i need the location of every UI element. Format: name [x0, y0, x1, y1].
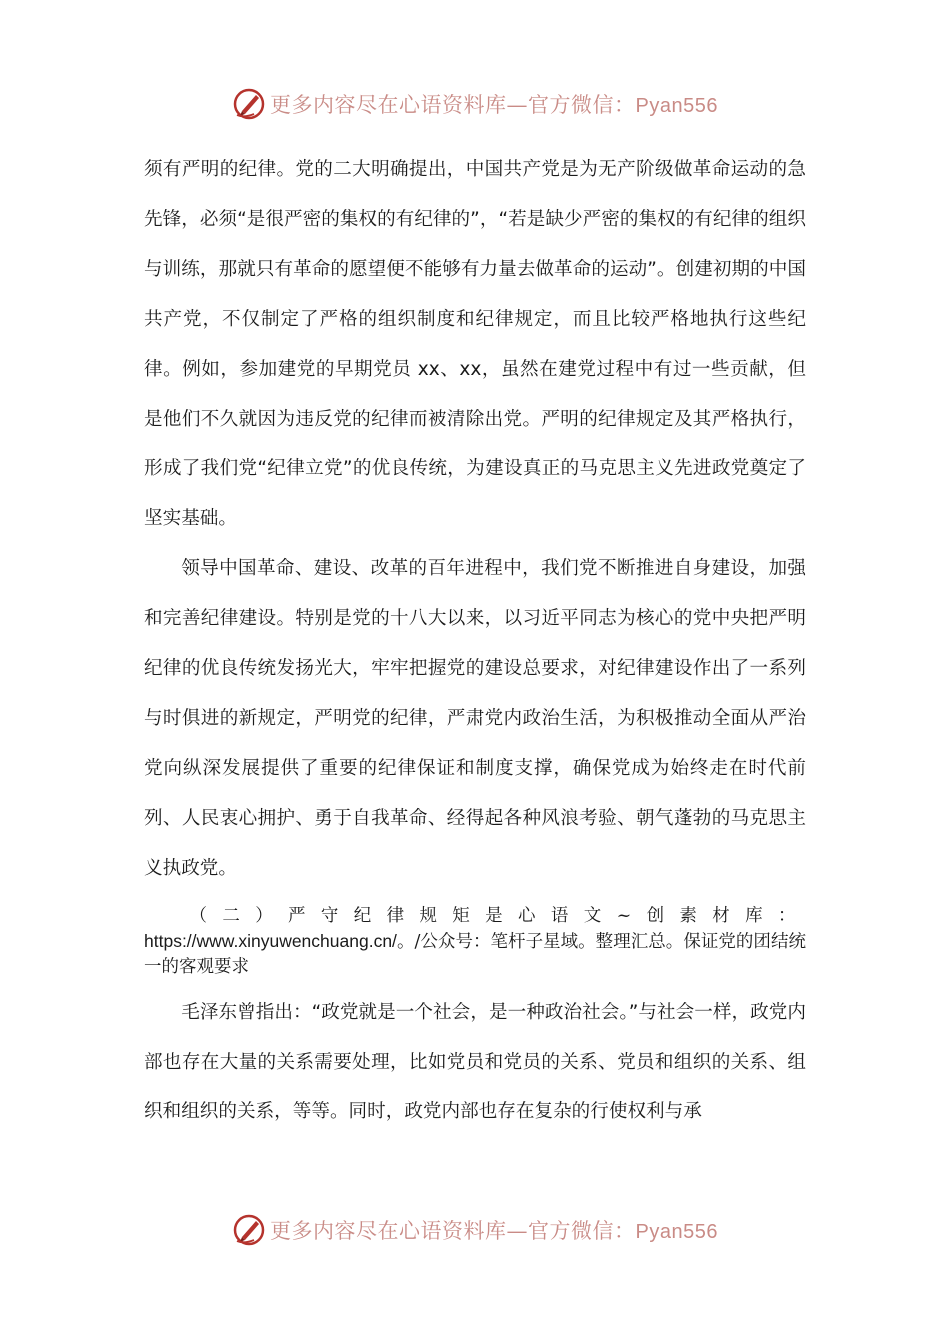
heading-url: https://www.xinyuwenchuang.cn/	[144, 930, 397, 951]
watermark-wechat: Pyan556	[635, 95, 718, 117]
pen-logo-icon	[232, 1213, 266, 1247]
heading-suffix: 。/公众号：笔杆子星域。整理汇总。保证党的团结统一的客观要求	[144, 931, 806, 977]
watermark-text: 更多内容尽在心语资料库—官方微信：	[270, 93, 636, 117]
footer-watermark	[0, 1210, 950, 1250]
paragraph-1: 须有严明的纪律。党的二大明确提出，中国共产党是为无产阶级做革命运动的急先锋，必须“是很严密的集权的有纪律的”，“若是缺少严密的集权的有纪律的组织与训练，那就只有革命的愿望便不能够有力量去做革命的运动”。创建初期的中国共产党，不仅制定了严格的组织制度和纪律规定，而且比较严格地执行这些纪律。例如，参加建党的早期党员 xx、xx，虽然在建党过程中有过一些贡献，但是他们不久就因为违反党的纪律而被清除出党。严明的纪律规定及其严格执行，形成了我们党“纪律立党”的优良传统，为建设真正的马克思主义先进政党奠定了坚实基础。	[144, 159, 806, 530]
header-watermark	[0, 84, 950, 124]
paragraph-2: 领导中国革命、建设、改革的百年进程中，我们党不断推进自身建设，加强和完善纪律建设。特别是党的十八大以来，以习近平同志为核心的党中央把严明纪律的优良传统发扬光大，牢牢把握党的建设总要求，对纪律建设作出了一系列与时俱进的新规定，严明党的纪律，严肃党内政治生活，为积极推动全面从严治党向纵深发展提供了重要的纪律保证和制度支撑，确保党成为始终走在时代前列、人民衷心拥护、勇于自我革命、经得起各种风浪考验、朝气蓬勃的马克思主义执政党。	[144, 558, 806, 879]
pen-logo-icon	[232, 87, 266, 121]
section-heading	[144, 904, 806, 980]
document-body	[144, 145, 806, 1137]
watermark-wechat: Pyan556	[635, 1221, 718, 1243]
watermark-text: 更多内容尽在心语资料库—官方微信：	[270, 1219, 636, 1243]
paragraph-3: 毛泽东曾指出：“政党就是一个社会，是一种政治社会。”与社会一样，政党内部也存在大量的关系需要处理，比如党员和党员的关系、党员和组织的关系、组织和组织的关系，等等。同时，政党内部也存在复杂的行使权利与承	[144, 1001, 806, 1123]
heading-prefix: （二）严守纪律规矩是心语文~创素材库：	[189, 905, 806, 926]
